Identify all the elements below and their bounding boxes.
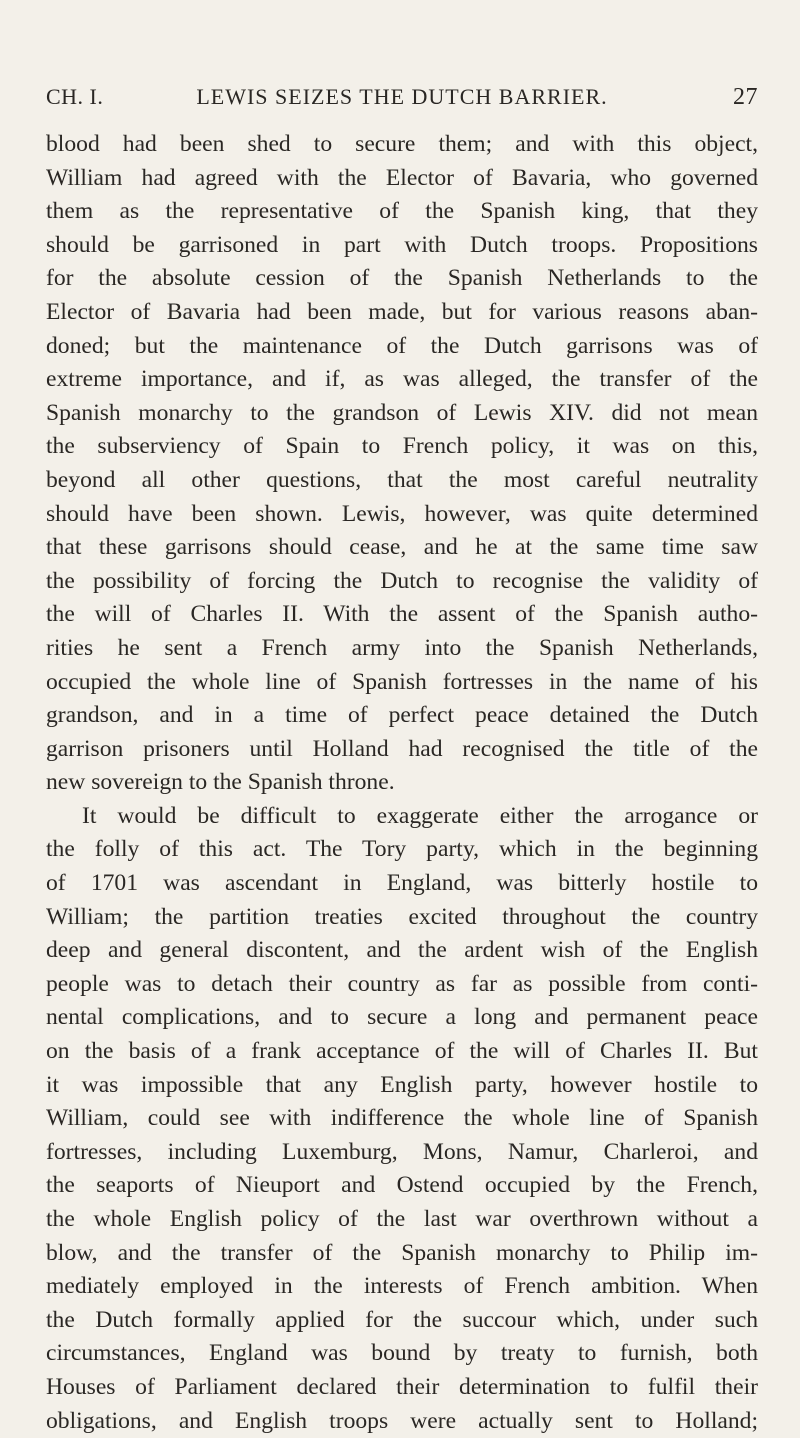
text-line: them as the representative of the Spanish king, that they [46, 198, 758, 225]
text-line: Houses of Parliament declared their determination to fulfil their [46, 1373, 758, 1400]
text-line: on the basis of a frank acceptance of the will of Charles II. But [46, 1038, 758, 1065]
text-line: mediately employed in the interests of French ambition. When [46, 1273, 758, 1300]
text-line: obligations, and English troops were actually sent to Holland; [46, 1407, 758, 1434]
text-line: garrison prisoners until Holland had recognised the title of the [46, 735, 758, 762]
text-line: circumstances, England was bound by treaty to furnish, both [46, 1340, 758, 1367]
text-line: occupied the whole line of Spanish fortresses in the name of his [46, 668, 758, 695]
text-line: the whole English policy of the last war overthrown without a [46, 1206, 758, 1232]
text-line: blood had been shed to secure them; and with this object, [46, 131, 758, 157]
text-line: for the absolute cession of the Spanish Netherlands to the [46, 265, 758, 292]
body-text [46, 128, 758, 1438]
text-line: extreme importance, and if, as was alleged, the transfer of the [46, 366, 758, 393]
text-line: should have been shown. Lewis, however, was quite determined [46, 500, 758, 527]
text-line: the seaports of Nieuport and Ostend occupied by the French, [46, 1172, 758, 1199]
text-line: deep and general discontent, and the ardent wish of the English [46, 937, 758, 964]
text-line: rities he sent a French army into the Spanish Netherlands, [46, 634, 758, 661]
text-line: of 1701 was ascendant in England, was bitterly hostile to [46, 870, 758, 897]
text-line: the subserviency of Spain to French policy, it was on this, [46, 433, 758, 460]
text-line: blow, and the transfer of the Spanish monarchy to Philip im- [46, 1239, 758, 1266]
text-line: beyond all other questions, that the most careful neutrality [46, 466, 758, 493]
text-line: fortresses, including Luxemburg, Mons, Namur, Charleroi, and [46, 1138, 758, 1165]
text-line: should be garrisoned in part with Dutch troops. Propositions [46, 231, 758, 258]
chapter-label: CH. I. [46, 84, 104, 109]
running-title: LEWIS SEIZES THE DUTCH BARRIER. [196, 84, 608, 109]
running-head [46, 84, 758, 114]
text-line: grandson, and in a time of perfect peace detained the Dutch [46, 702, 758, 729]
text-line: it was impossible that any English party, however hostile to [46, 1071, 758, 1098]
text-line: that these garrisons should cease, and he at the same time saw [46, 534, 758, 561]
text-line: the Dutch formally applied for the succour which, under such [46, 1306, 758, 1333]
text-line: nental complications, and to secure a long and permanent peace [46, 1004, 758, 1031]
text-line: people was to detach their country as far as possible from conti- [46, 970, 758, 997]
text-line: Spanish monarchy to the grandson of Lewis XIV. did not mean [46, 399, 758, 426]
text-line: Elector of Bavaria had been made, but for various reasons aban- [46, 298, 758, 325]
text-line: the folly of this act. The Tory party, which in the beginning [46, 836, 758, 863]
text-line: the will of Charles II. With the assent of the Spanish autho- [46, 601, 758, 628]
text-line-paragraph-start: It would be difficult to exaggerate either the arrogance or [82, 802, 758, 829]
text-line: doned; but the maintenance of the Dutch garrisons was of [46, 332, 758, 359]
text-line: William had agreed with the Elector of Bavaria, who governed [46, 164, 758, 191]
text-line: William, could see with indifference the whole line of Spanish [46, 1105, 758, 1132]
text-line: William; the partition treaties excited throughout the country [46, 903, 758, 930]
text-line: the possibility of forcing the Dutch to recognise the validity of [46, 567, 758, 594]
text-line-paragraph-end: new sovereign to the Spanish throne. [46, 769, 395, 796]
page-number: 27 [733, 84, 758, 110]
